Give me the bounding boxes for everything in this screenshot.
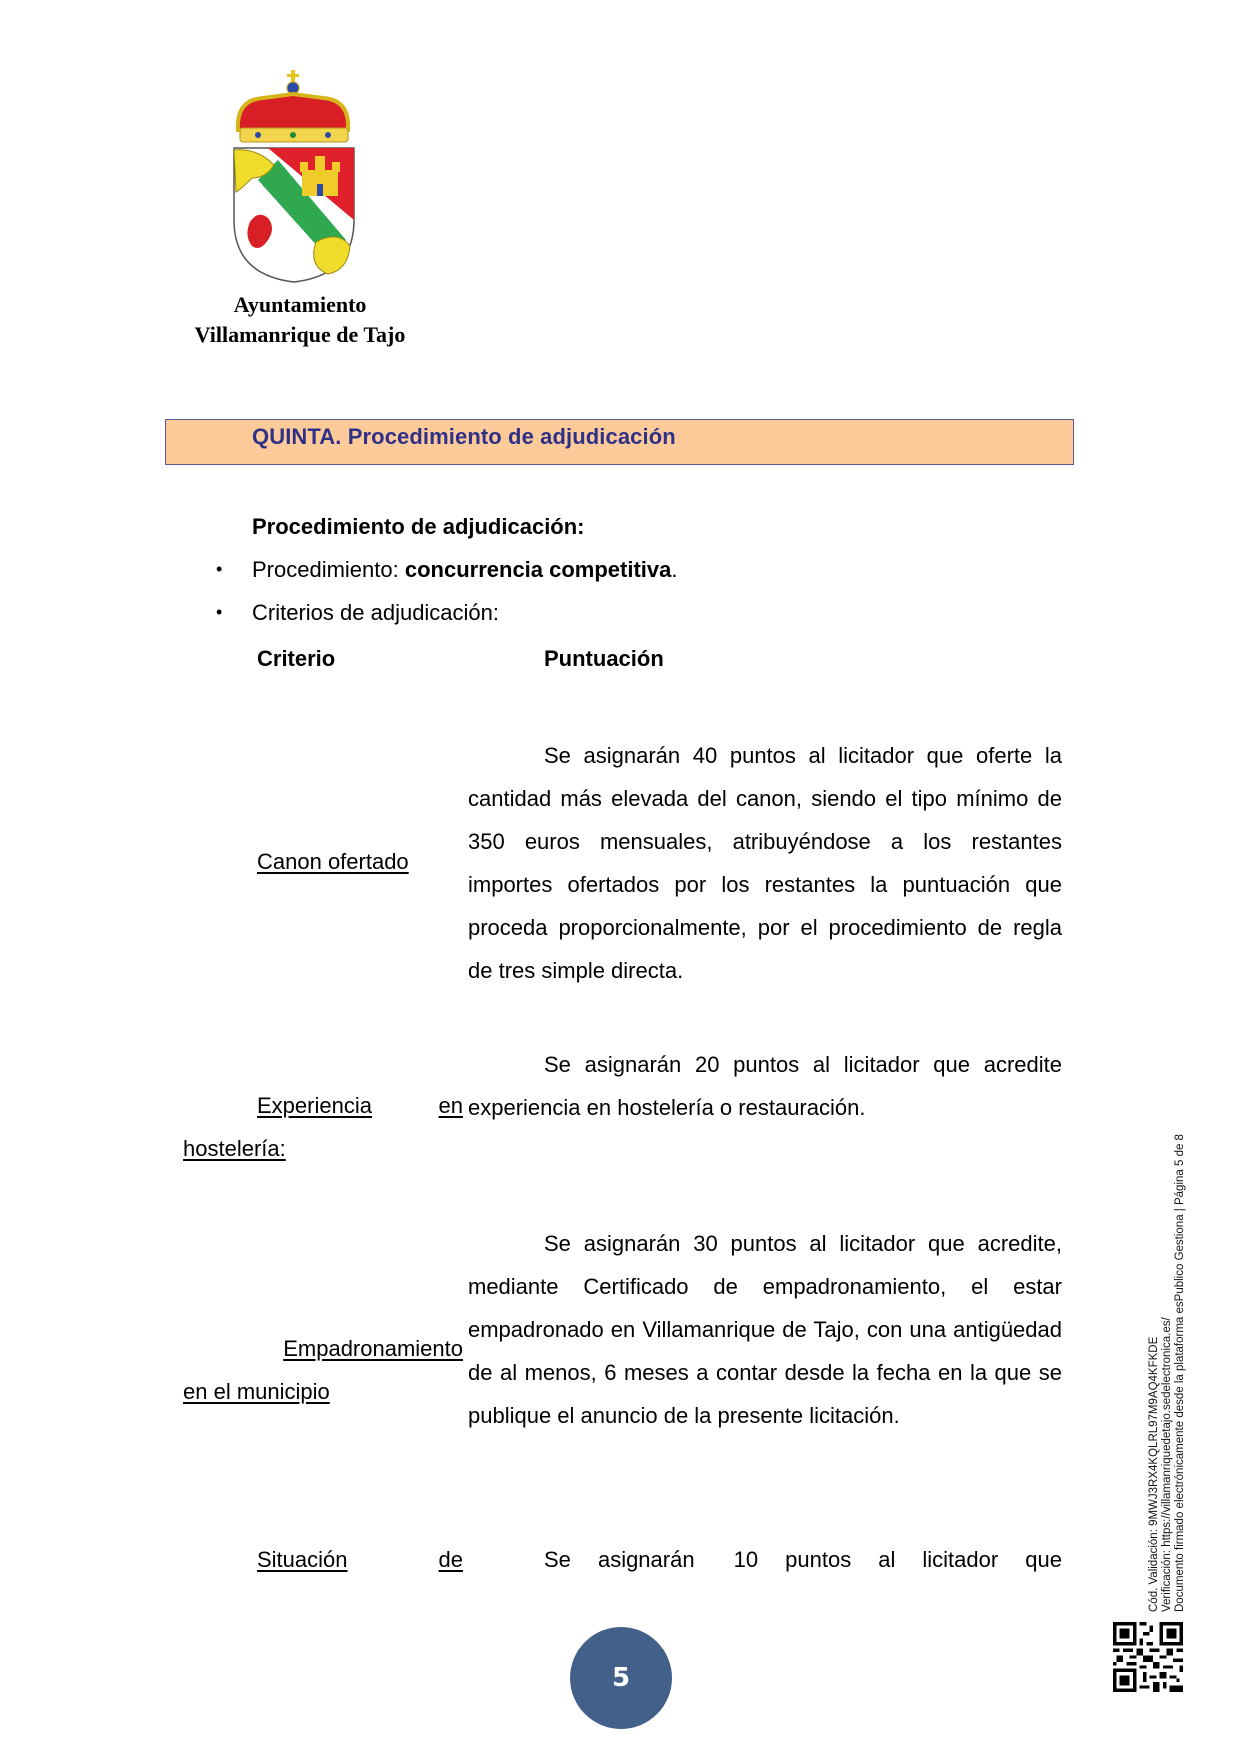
bullet-criteria: [216, 600, 499, 626]
coat-of-arms-icon: [228, 70, 360, 285]
label-word: Situación: [257, 1547, 348, 1572]
criterion-label-canon: Canon ofertado: [257, 849, 409, 874]
criterion-label-situacion: [257, 1547, 463, 1573]
text-word: Se: [544, 1547, 571, 1572]
org-name-line1: Ayuntamiento: [233, 292, 367, 317]
procedure-heading: Procedimiento de adjudicación:: [252, 514, 585, 539]
criterion-label-experiencia-cont: hostelería:: [183, 1136, 286, 1161]
validation-code: Cód. Validación: 9MWJ3RX4KQLRL97M9AQ4KFKDE: [1148, 1336, 1160, 1612]
bullet-prefix: Criterios de adjudicación:: [252, 600, 500, 625]
text-word: que: [1025, 1547, 1062, 1572]
criterion-text-empadronamiento: Se asignarán 30 puntos al licitador que acredite, mediante Certificado de empadronamiento, el estar empadronado en Villamanrique de Tajo, con una antigüedad de al menos, 6 meses a contar desde la fecha en la que se publique el anuncio de la presente licitación.: [468, 1231, 1062, 1428]
text-word: asignarán: [597, 1547, 695, 1572]
bullet-icon: •: [216, 559, 223, 579]
label-word: Experiencia: [257, 1093, 372, 1118]
org-name-line2: Villamanrique de Tajo: [194, 322, 406, 347]
bullet-procedure: [216, 557, 678, 583]
label-word: de: [438, 1547, 463, 1572]
criterion-text-canon: Se asignarán 40 puntos al licitador que oferte la cantidad más elevada del canon, siendo el tipo mínimo de 350 euros mensuales, atribuyéndose a los restantes importes ofertados por los restantes la puntuación que proceda proporcionalmente, por el procedimiento de regla de tres simple directa.: [468, 743, 1062, 983]
text-word: licitador: [922, 1547, 999, 1572]
page-number-badge: 5: [570, 1627, 672, 1729]
criterion-text-experiencia: Se asignarán 20 puntos al licitador que acredite experiencia en hostelería o restauración.: [468, 1052, 1062, 1120]
section-header-box: [165, 419, 1074, 465]
qr-code-graphic: [1113, 1622, 1183, 1692]
column-header-criterio: Criterio: [257, 646, 336, 671]
validation-url[interactable]: Verificación: https://villamanriquedetajo.sedelectronica.es/: [1161, 1317, 1173, 1612]
section-title: QUINTA. Procedimiento de adjudicación: [252, 424, 676, 449]
text-word: puntos: [785, 1547, 852, 1572]
coat-of-arms-logo: [228, 70, 360, 285]
bullet-bold: concurrencia competitiva: [404, 557, 672, 582]
text-word: 10: [733, 1547, 759, 1572]
criterion-label-empadronamiento-cont: en el municipio: [183, 1379, 330, 1404]
label-word: en: [438, 1093, 463, 1118]
bullet-suffix: .: [671, 557, 678, 582]
bullet-prefix: Procedimiento:: [252, 557, 405, 582]
criterion-label-empadronamiento: Empadronamiento: [283, 1336, 463, 1361]
bullet-icon: •: [216, 602, 223, 622]
validation-text: [1148, 1092, 1187, 1612]
criterion-label-experiencia: [257, 1093, 463, 1119]
column-header-puntuacion: Puntuación: [544, 646, 664, 671]
criterion-text-situacion: [544, 1547, 1062, 1573]
text-word: al: [878, 1547, 896, 1572]
validation-signature: Documento firmado electrónicamente desde la plataforma esPublico Gestiona | Página 5 de 8: [1174, 1134, 1186, 1612]
qr-code-icon: [1113, 1622, 1183, 1692]
